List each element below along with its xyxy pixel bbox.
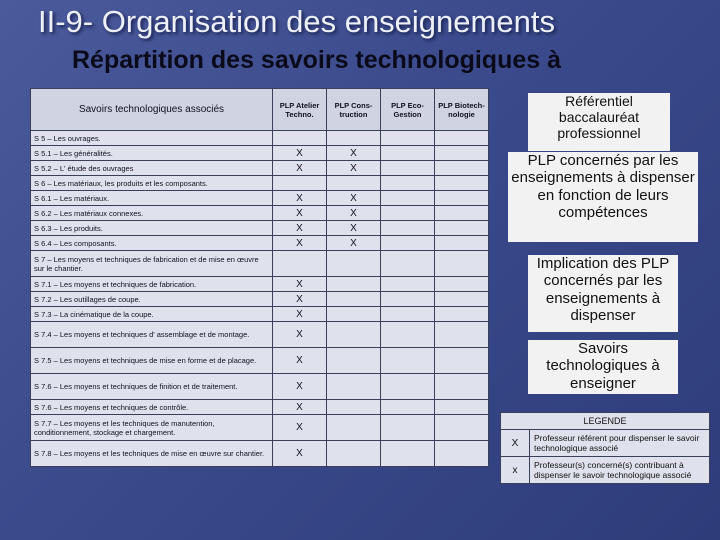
- table-row: [31, 307, 489, 322]
- row-mark: [327, 348, 381, 374]
- row-mark: X: [273, 415, 327, 441]
- legend-text-contributeur: Professeur(s) concerné(s) contribuant à dispenser le savoir technologique associé: [530, 457, 710, 484]
- table-row: [31, 176, 489, 191]
- row-mark: [435, 131, 489, 146]
- row-mark: [381, 441, 435, 467]
- page-subtitle: Répartition des savoirs technologiques à: [72, 46, 562, 74]
- table-row: [31, 251, 489, 277]
- row-mark: [435, 415, 489, 441]
- row-mark: [381, 161, 435, 176]
- row-mark: [381, 146, 435, 161]
- callout-implication: Implication des PLP concernés par les enseignements à dispenser: [528, 255, 678, 332]
- row-mark: [435, 277, 489, 292]
- table-row: [31, 292, 489, 307]
- row-label: S 5.2 – L' étude des ouvrages: [31, 161, 273, 176]
- row-mark: [435, 400, 489, 415]
- savoirs-table: [30, 88, 489, 467]
- row-mark: [327, 374, 381, 400]
- row-label: S 6.3 – Les produits.: [31, 221, 273, 236]
- row-label: S 6.1 – Les matériaux.: [31, 191, 273, 206]
- row-mark: X: [327, 191, 381, 206]
- row-mark: X: [273, 400, 327, 415]
- table-row: [31, 191, 489, 206]
- row-mark: [381, 415, 435, 441]
- row-mark: X: [273, 191, 327, 206]
- legend-text-referent: Professeur référent pour dispenser le savoir technologique associé: [530, 430, 710, 457]
- row-mark: [381, 176, 435, 191]
- row-mark: [435, 292, 489, 307]
- table-row: [31, 277, 489, 292]
- row-mark: [435, 322, 489, 348]
- table-row: [31, 131, 489, 146]
- row-mark: [381, 131, 435, 146]
- page-title: II-9- Organisation des enseignements: [38, 4, 555, 39]
- legend-symbol-referent: X: [501, 430, 530, 457]
- row-mark: X: [273, 322, 327, 348]
- row-label: S 7.1 – Les moyens et techniques de fabrication.: [31, 277, 273, 292]
- row-mark: [327, 176, 381, 191]
- row-mark: [435, 161, 489, 176]
- row-mark: X: [273, 161, 327, 176]
- table-header-row: [31, 89, 489, 131]
- row-mark: [381, 251, 435, 277]
- row-mark: [273, 131, 327, 146]
- header-savoirs: Savoirs technologiques associés: [31, 89, 273, 131]
- row-mark: X: [273, 236, 327, 251]
- row-label: S 7.3 – La cinématique de la coupe.: [31, 307, 273, 322]
- row-mark: X: [273, 348, 327, 374]
- table-row: [31, 146, 489, 161]
- row-label: S 5 – Les ouvrages.: [31, 131, 273, 146]
- row-mark: [381, 206, 435, 221]
- table-row: [31, 374, 489, 400]
- row-label: S 6.2 – Les matériaux connexes.: [31, 206, 273, 221]
- table-row: [31, 415, 489, 441]
- row-label: S 7.5 – Les moyens et techniques de mise en forme et de placage.: [31, 348, 273, 374]
- table-row: [31, 236, 489, 251]
- row-mark: [327, 292, 381, 307]
- row-mark: [381, 236, 435, 251]
- row-label: S 5.1 – Les généralités.: [31, 146, 273, 161]
- row-label: S 7.6 – Les moyens et techniques de finition et de traitement.: [31, 374, 273, 400]
- row-mark: X: [273, 441, 327, 467]
- row-mark: [327, 277, 381, 292]
- row-mark: [327, 400, 381, 415]
- row-mark: X: [273, 277, 327, 292]
- row-mark: [327, 307, 381, 322]
- row-mark: X: [273, 307, 327, 322]
- callout-plp-concernes: PLP concernés par les enseignements à dispenser en fonction de leurs compétences: [508, 152, 698, 242]
- row-mark: X: [327, 236, 381, 251]
- row-mark: X: [327, 161, 381, 176]
- table-row: [31, 348, 489, 374]
- row-mark: [273, 176, 327, 191]
- callout-savoirs: Savoirs technologiques à enseigner: [528, 340, 678, 394]
- row-mark: X: [273, 206, 327, 221]
- row-label: S 7.7 – Les moyens et les techniques de manutention, conditionnement, stockage et chargement.: [31, 415, 273, 441]
- row-mark: [435, 206, 489, 221]
- row-mark: X: [327, 221, 381, 236]
- header-col-eco-gestion: PLP Eco-Gestion: [381, 89, 435, 131]
- row-label: S 7.2 – Les outillages de coupe.: [31, 292, 273, 307]
- row-label: S 7.8 – Les moyens et les techniques de mise en œuvre sur chantier.: [31, 441, 273, 467]
- header-col-construction: PLP Cons-truction: [327, 89, 381, 131]
- table-row: [31, 322, 489, 348]
- row-mark: [381, 292, 435, 307]
- row-mark: [327, 415, 381, 441]
- row-label: S 6.4 – Les composants.: [31, 236, 273, 251]
- row-mark: X: [273, 374, 327, 400]
- header-col-biotechnologie: PLP Biotech-nologie: [435, 89, 489, 131]
- row-mark: [327, 322, 381, 348]
- row-mark: [435, 307, 489, 322]
- row-mark: [327, 251, 381, 277]
- row-mark: [435, 236, 489, 251]
- row-label: S 7.6 – Les moyens et techniques de contrôle.: [31, 400, 273, 415]
- row-mark: [381, 348, 435, 374]
- row-mark: [435, 221, 489, 236]
- row-mark: X: [273, 292, 327, 307]
- table-row: [31, 221, 489, 236]
- row-mark: [435, 176, 489, 191]
- row-mark: [381, 374, 435, 400]
- table-row: [31, 400, 489, 415]
- row-label: S 7 – Les moyens et techniques de fabrication et de mise en œuvre sur le chantier.: [31, 251, 273, 277]
- table-row: [31, 441, 489, 467]
- row-mark: [435, 191, 489, 206]
- row-mark: [327, 131, 381, 146]
- row-mark: X: [327, 206, 381, 221]
- row-label: S 7.4 – Les moyens et techniques d' assemblage et de montage.: [31, 322, 273, 348]
- row-mark: [381, 277, 435, 292]
- row-mark: [273, 251, 327, 277]
- row-mark: [327, 441, 381, 467]
- row-mark: [381, 322, 435, 348]
- row-mark: [435, 146, 489, 161]
- callout-referentiel: Référentiel baccalauréat professionnel: [528, 93, 670, 151]
- row-mark: [381, 221, 435, 236]
- row-mark: X: [273, 146, 327, 161]
- legend-symbol-contributeur: x: [501, 457, 530, 484]
- legend-title: LEGENDE: [501, 413, 710, 430]
- row-mark: [435, 441, 489, 467]
- table-row: [31, 206, 489, 221]
- table-row: [31, 161, 489, 176]
- row-mark: [381, 191, 435, 206]
- header-col-atelier: PLP Atelier Techno.: [273, 89, 327, 131]
- row-mark: X: [273, 221, 327, 236]
- legend-table: [500, 412, 710, 484]
- row-mark: [435, 251, 489, 277]
- row-mark: [381, 400, 435, 415]
- row-mark: [381, 307, 435, 322]
- row-mark: [435, 374, 489, 400]
- row-mark: X: [327, 146, 381, 161]
- row-label: S 6 – Les matériaux, les produits et les composants.: [31, 176, 273, 191]
- row-mark: [435, 348, 489, 374]
